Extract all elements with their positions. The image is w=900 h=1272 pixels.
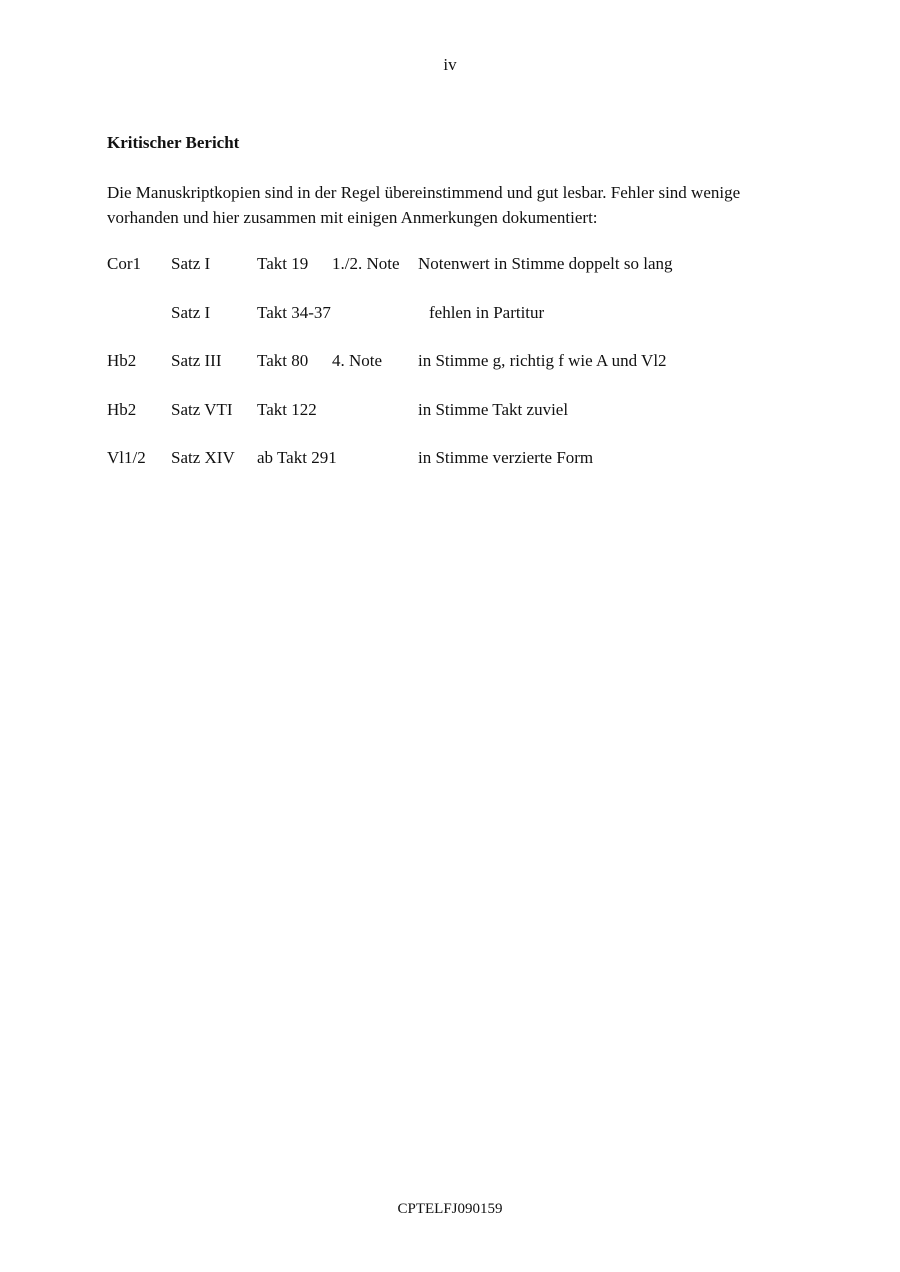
errata-description: in Stimme g, richtig f wie A und Vl2 xyxy=(418,351,667,370)
errata-voice: Vl1/2 xyxy=(107,448,146,467)
errata-takt: Takt 34-37 xyxy=(257,302,331,322)
errata-description: fehlen in Partitur xyxy=(429,302,545,322)
errata-description: Notenwert in Stimme doppelt so lang xyxy=(418,254,673,273)
page-number: iv xyxy=(443,55,457,74)
errata-takt: Takt 80 xyxy=(257,351,309,370)
errata-takt: ab Takt 291 xyxy=(257,448,337,467)
errata-note: 4. Note xyxy=(332,351,383,370)
errata-voice: Cor1 xyxy=(107,254,141,273)
errata-takt: Takt 19 xyxy=(257,254,309,273)
errata-table xyxy=(107,253,807,496)
errata-description: in Stimme Takt zuviel xyxy=(418,399,569,419)
errata-row xyxy=(107,447,807,496)
errata-satz: Satz VTI xyxy=(171,399,233,419)
errata-voice: Hb2 xyxy=(107,351,137,370)
errata-note: 1./2. Note xyxy=(332,254,400,273)
errata-voice: Hb2 xyxy=(107,399,137,419)
errata-satz: Satz III xyxy=(171,351,222,370)
errata-description: in Stimme verzierte Form xyxy=(418,448,594,467)
errata-satz: Satz XIV xyxy=(171,448,235,467)
errata-takt: Takt 122 xyxy=(257,399,317,419)
errata-row xyxy=(107,350,807,399)
errata-row xyxy=(107,253,807,302)
errata-satz: Satz I xyxy=(171,254,211,273)
section-heading: Kritischer Bericht xyxy=(107,133,240,152)
errata-row xyxy=(107,399,807,448)
errata-row xyxy=(107,302,807,351)
document-id: CPTELFJ090159 xyxy=(397,1201,503,1217)
errata-satz: Satz I xyxy=(171,302,211,322)
intro-paragraph: Die Manuskriptkopien sind in der Regel übereinstimmend und gut lesbar. Fehler sind wenige vorhanden und hier zusammen mit einigen Anmerkungen dokumentiert: xyxy=(107,183,741,227)
